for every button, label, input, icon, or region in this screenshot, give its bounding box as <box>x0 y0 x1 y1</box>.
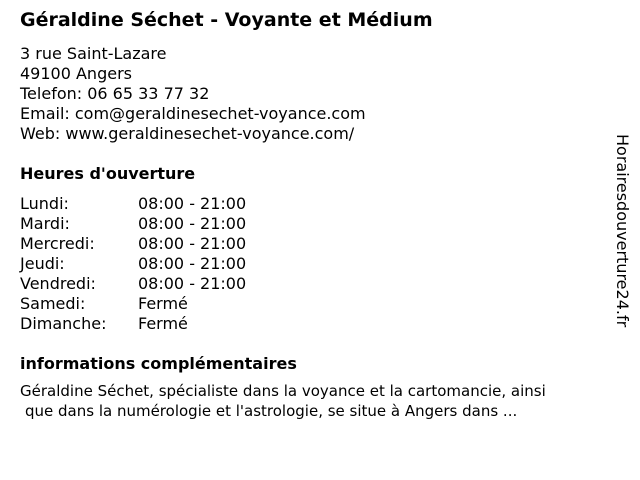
business-title: Géraldine Séchet - Voyante et Médium <box>20 9 433 31</box>
description-line: que dans la numérologie et l'astrologie, se situe à Angers dans ... <box>25 402 518 420</box>
opening-hours-table <box>20 194 320 334</box>
hours-row-wednesday <box>20 234 320 254</box>
site-watermark: Horairesdouverture24.fr <box>613 134 632 328</box>
website-link[interactable]: Web: www.geraldinesechet-voyance.com/ <box>20 124 355 143</box>
time-value: 08:00 - 21:00 <box>138 234 247 253</box>
time-value: Fermé <box>138 314 188 333</box>
day-label: Mercredi: <box>20 234 95 253</box>
hours-row-sunday <box>20 314 320 334</box>
day-label: Jeudi: <box>20 254 65 273</box>
day-label: Dimanche: <box>20 314 107 333</box>
business-description <box>20 381 610 421</box>
hours-heading: Heures d'ouverture <box>20 164 196 183</box>
day-label: Vendredi: <box>20 274 96 293</box>
time-value: Fermé <box>138 294 188 313</box>
day-label: Mardi: <box>20 214 70 233</box>
time-value: 08:00 - 21:00 <box>138 194 247 213</box>
hours-row-friday <box>20 274 320 294</box>
time-value: 08:00 - 21:00 <box>138 274 247 293</box>
hours-row-monday <box>20 194 320 214</box>
email-address[interactable]: Email: com@geraldinesechet-voyance.com <box>20 104 366 123</box>
info-heading: informations complémentaires <box>20 354 297 373</box>
hours-row-tuesday <box>20 214 320 234</box>
time-value: 08:00 - 21:00 <box>138 214 247 233</box>
hours-row-thursday <box>20 254 320 274</box>
street-address: 3 rue Saint-Lazare <box>20 44 167 63</box>
day-label: Lundi: <box>20 194 69 213</box>
phone-number[interactable]: Telefon: 06 65 33 77 32 <box>20 84 210 103</box>
hours-row-saturday <box>20 294 320 314</box>
day-label: Samedi: <box>20 294 86 313</box>
address-block <box>20 44 366 144</box>
city-postal: 49100 Angers <box>20 64 132 83</box>
description-line: Géraldine Séchet, spécialiste dans la voyance et la cartomancie, ainsi <box>20 382 546 400</box>
time-value: 08:00 - 21:00 <box>138 254 247 273</box>
